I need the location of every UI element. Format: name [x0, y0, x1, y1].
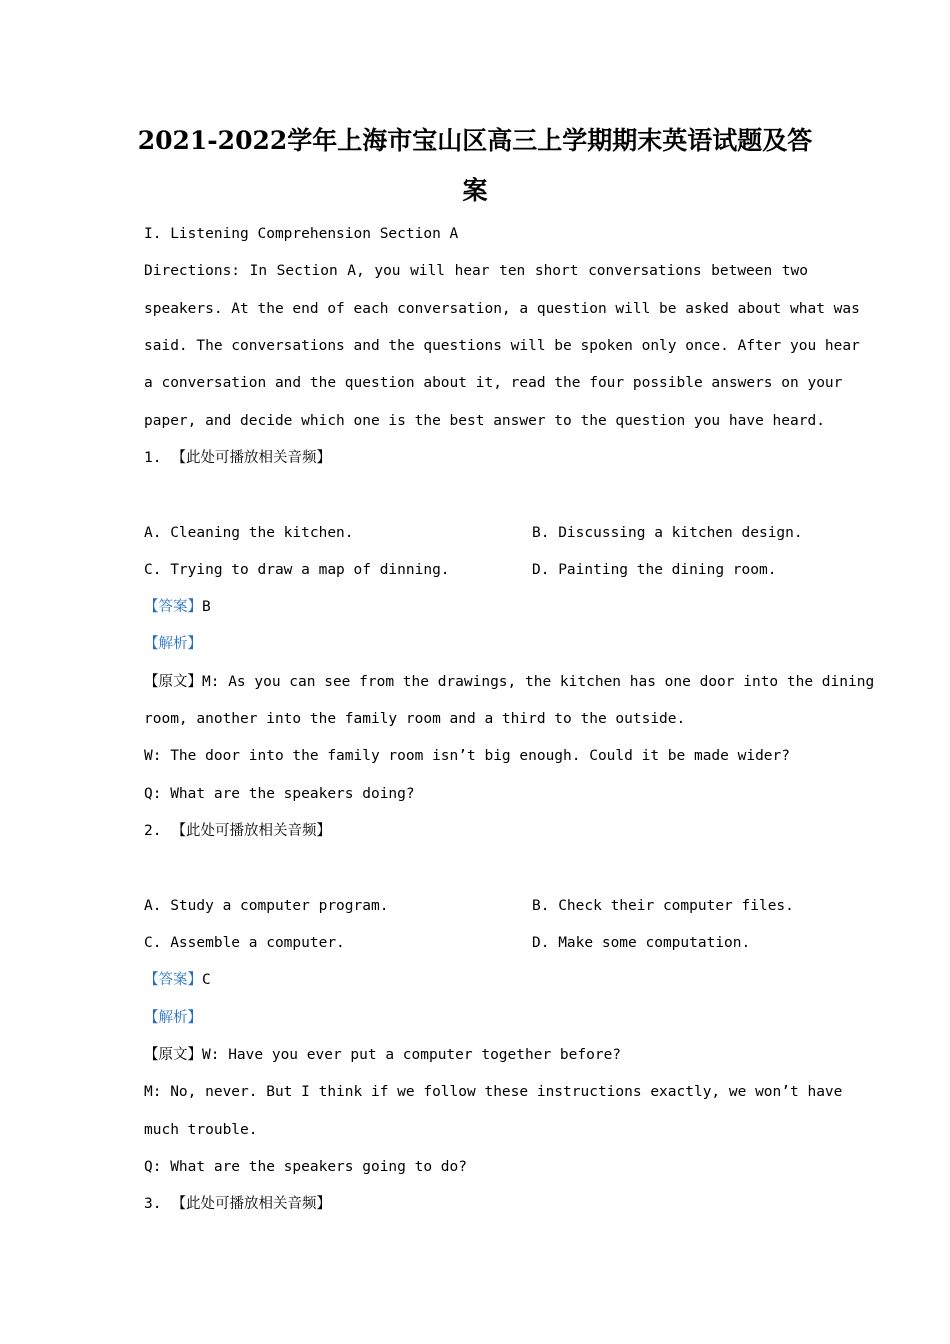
q2-option-d: D. Make some computation. [532, 935, 751, 951]
q1-answer [144, 597, 808, 617]
question-1-heading [144, 448, 808, 468]
directions-line-5: paper, and decide which one is the best answer to the question you have heard. [144, 413, 825, 429]
answer-label: 【答案】 [144, 972, 202, 988]
q1-option-c: C. Trying to draw a map of dinning. [144, 562, 450, 578]
q1-analysis [144, 634, 808, 654]
directions-line-4: a conversation and the question about it, read the four possible answers on your [144, 375, 843, 391]
question-1-audio-label[interactable]: 【此处可播放相关音频】 [171, 450, 331, 466]
q2-analysis [144, 1008, 808, 1028]
question-3-audio-label[interactable]: 【此处可播放相关音频】 [171, 1196, 331, 1212]
analysis-label: 【解析】 [144, 1010, 202, 1026]
q2-transcript-text-1: W: Have you ever put a computer together before? [202, 1047, 622, 1063]
original-label: 【原文】 [144, 674, 202, 690]
directions-line-3: said. The conversations and the questions will be spoken only once. After you hear [144, 338, 860, 354]
q2-transcript-line-4: Q: What are the speakers going to do? [144, 1159, 468, 1175]
q1-transcript-text-1: M: As you can see from the drawings, the kitchen has one door into the dining [202, 674, 875, 690]
q2-answer [144, 970, 808, 990]
analysis-label: 【解析】 [144, 636, 202, 652]
q2-option-c: C. Assemble a computer. [144, 935, 345, 951]
original-label: 【原文】 [144, 1047, 202, 1063]
q2-transcript-line-1 [144, 1045, 808, 1065]
question-3-number: 3. [144, 1196, 162, 1212]
q1-transcript-line-2: room, another into the family room and a third to the outside. [144, 711, 686, 727]
q1-option-d: D. Painting the dining room. [532, 562, 777, 578]
q2-option-a: A. Study a computer program. [144, 898, 389, 914]
q1-transcript-line-1 [144, 672, 875, 692]
q2-transcript-line-2: M: No, never. But I think if we follow these instructions exactly, we won’t have [144, 1084, 843, 1100]
question-1-number: 1. [144, 450, 162, 466]
q1-option-a: A. Cleaning the kitchen. [144, 525, 354, 541]
question-3-heading [144, 1194, 808, 1214]
q2-transcript-line-3: much trouble. [144, 1122, 258, 1138]
question-2-heading [144, 821, 808, 841]
directions-line-2: speakers. At the end of each conversation, a question will be asked about what was [144, 301, 860, 317]
document-title-line-2: 案 [462, 176, 488, 205]
q2-answer-value: C [202, 972, 211, 988]
q1-transcript-line-4: Q: What are the speakers doing? [144, 786, 415, 802]
question-2-audio-label[interactable]: 【此处可播放相关音频】 [171, 823, 331, 839]
section-heading: I. Listening Comprehension Section A [144, 226, 459, 242]
directions-line-1: Directions: In Section A, you will hear ten short conversations between two [144, 263, 808, 279]
q1-option-b: B. Discussing a kitchen design. [532, 525, 803, 541]
document-title-line-1: 2021-2022学年上海市宝山区高三上学期期末英语试题及答 [137, 126, 813, 155]
q1-transcript-line-3: W: The door into the family room isn’t big enough. Could it be made wider? [144, 748, 791, 764]
q1-answer-value: B [202, 599, 211, 615]
question-2-number: 2. [144, 823, 162, 839]
answer-label: 【答案】 [144, 599, 202, 615]
q2-option-b: B. Check their computer files. [532, 898, 794, 914]
